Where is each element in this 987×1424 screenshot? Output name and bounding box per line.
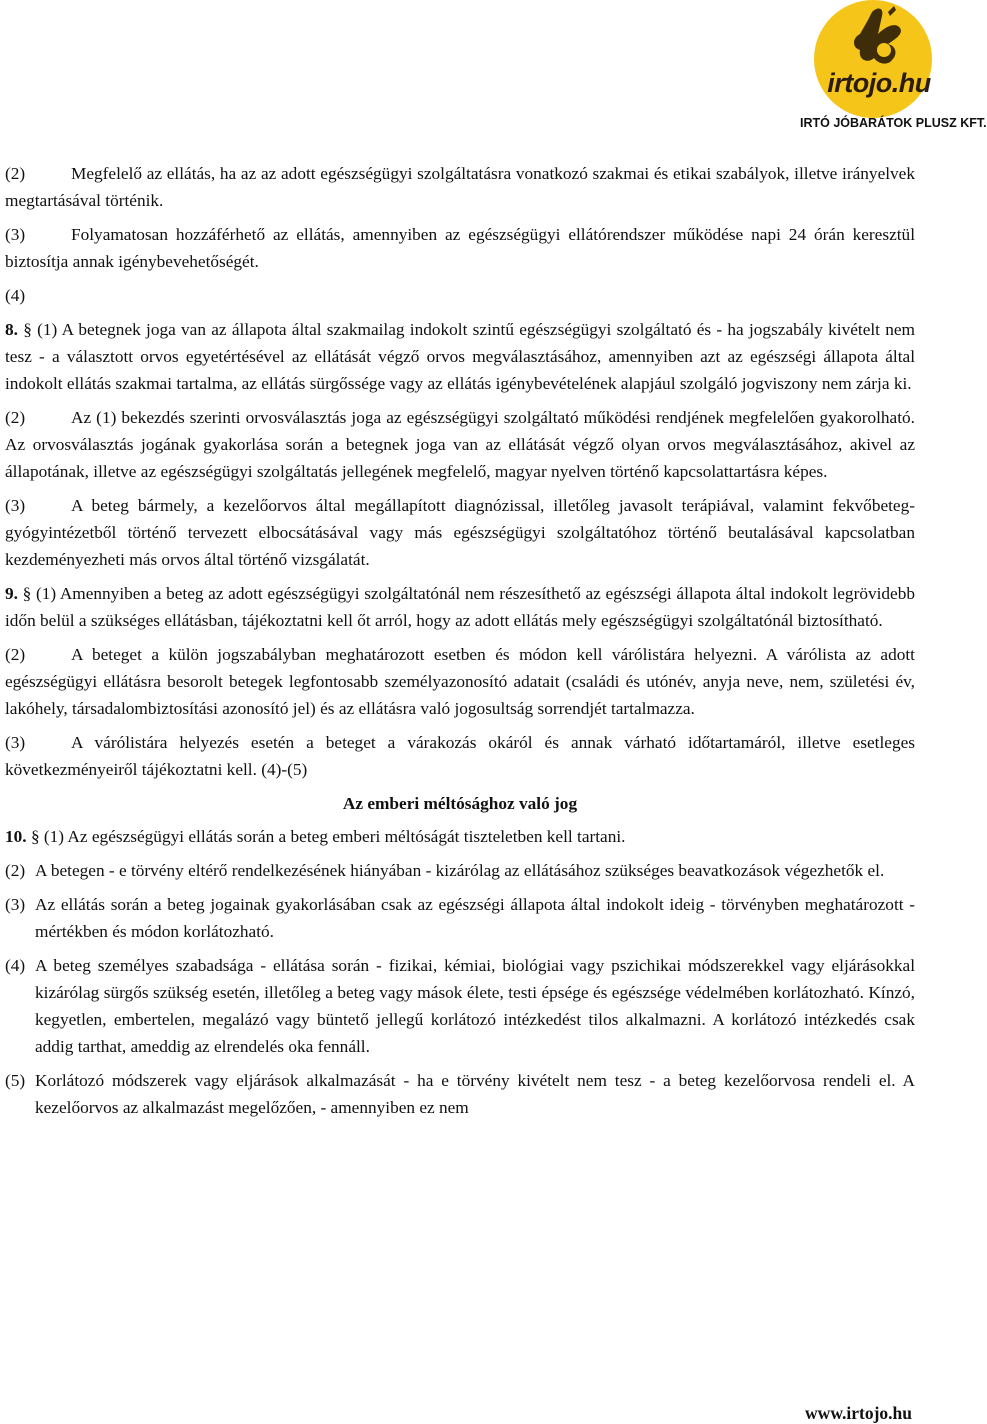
section-8-2 [5,404,915,485]
paragraph-number: (2) [5,645,26,664]
section-10-2 [5,857,915,884]
paragraph-number: (2) [5,861,26,880]
paragraph-text: A beteg bármely, a kezelőorvos által megállapított diagnózissal, illetőleg javasolt terápiával, valamint fekvőbeteg-gyógyintézetből történő tervezett elbocsátásával vagy más egészségügyi szolgáltatóhoz történő beutalásával kapcsolatban kezdeményezheti más orvos által történő vizsgálatát. [5,496,915,569]
footer-url: www.irtojo.hu [805,1403,912,1423]
paragraph-number: (4) [5,286,26,305]
section-9-2 [5,641,915,722]
paragraph-text: A betegen - e törvény eltérő rendelkezésének hiányában - kizárólag az ellátásához szükséges beavatkozások végezhetők el. [35,861,885,880]
section-number: 9. [5,584,18,603]
section-9-1 [5,580,915,634]
logo-company-name: IRTÓ JÓBARÁTOK PLUSZ KFT. [800,116,987,130]
section-number: 10. [5,827,27,846]
section-10-1 [5,823,915,850]
paragraph-text: Az ellátás során a beteg jogainak gyakorlásában csak az egészségi állapota által indokolt ideig - törvényben meghatározott - mértékben és módon korlátozható. [35,895,915,941]
paragraph-text: A várólistára helyezés esetén a beteget a várakozás okáról és annak várható időtartamáról, illetve esetleges következményeiről tájékoztatni kell. (4)-(5) [5,733,915,779]
paragraph-7-4 [5,282,915,309]
paragraph-text: § (1) Az egészségügyi ellátás során a beteg emberi méltóságát tiszteletben kell tartani. [30,827,626,846]
paragraph-number: (2) [5,408,26,427]
paragraph-number: (3) [5,496,26,515]
paragraph-text: § (1) A betegnek joga van az állapota által szakmailag indokolt szintű egészségügyi szolgáltató és - ha jogszabály kivételt nem tesz - a választott orvos egyetértésével az ellátását végző orvos megválasztásához, amennyiben azt az egészségi állapota által indokolt ellátás szakmai tartalma, az ellátás sürgőssége vagy az ellátás igénybevételének alapjául szolgáló jogviszony nem zárja ki. [5,320,915,393]
paragraph-text: Megfelelő az ellátás, ha az az adott egészségügyi szolgáltatásra vonatkozó szakmai és etikai szabályok, illetve irányelvek megtartásával történik. [5,164,915,210]
paragraph-number: (3) [5,895,26,914]
section-10-4 [5,952,915,1060]
paragraph-text: Az (1) bekezdés szerinti orvosválasztás joga az egészségügyi szolgáltató működési rendjének megfelelően gyakorolható. Az orvosválasztás jogának gyakorlása során a betegnek joga van az ellátását végző olyan orvos megválasztásához, akivel az állapotának, illetve az egészségügyi szolgáltatás jellegének megfelelő, magyar nyelven történő kapcsolattartásra képes. [5,408,915,481]
paragraph-number: (4) [5,956,26,975]
section-10-3 [5,891,915,945]
section-number: 8. [5,320,18,339]
document-body [5,160,915,1128]
section-8-1 [5,316,915,397]
paragraph-7-2 [5,160,915,214]
section-10-5 [5,1067,915,1121]
paragraph-text: Korlátozó módszerek vagy eljárások alkalmazását - ha e törvény kivételt nem tesz - a beteg kezelőorvosa rendeli el. A kezelőorvos az alkalmazást megelőzően, - amennyiben ez nem [35,1071,915,1117]
logo-brand-text: irtojo.hu [827,68,931,98]
paragraph-number: (5) [5,1071,26,1090]
paragraph-text: A beteg személyes szabadsága - ellátása során - fizikai, kémiai, biológiai vagy pszichikai módszerekkel vagy eljárásokkal kizárólag sürgős szükség esetén, illetőleg a beteg vagy mások élete, testi épsége és egészsége védelmében korlátozható. Kínzó, kegyetlen, embertelen, megalázó vagy büntető jellegű korlátozó intézkedést tilos alkalmazni. A korlátozó intézkedés csak addig tarthat, ameddig az elrendelés oka fennáll. [35,956,915,1056]
paragraph-text: Folyamatosan hozzáférhető az ellátás, amennyiben az egészségügyi ellátórendszer működése napi 24 órán keresztül biztosítja annak igénybevehetőségét. [5,225,915,271]
section-8-3 [5,492,915,573]
paragraph-text: § (1) Amennyiben a beteg az adott egészségügyi szolgáltatónál nem részesíthető az egészségi állapota által indokolt legrövidebb időn belül a szükséges ellátásban, tájékoztatni kell őt arról, hogy az adott ellátás mely egészségügyi szolgáltatónál biztosítható. [5,584,915,630]
logo [800,0,987,135]
paragraph-number: (2) [5,164,26,183]
paragraph-text: A beteget a külön jogszabályban meghatározott esetben és módon kell várólistára helyezni. A várólista az adott egészségügyi ellátásra besorolt betegek legfontosabb személyazonosító adatait (családi és utónév, anyja neve, nem, születési év, lakóhely, társadalombiztosítási azonosító jel) és az ellátásra való jogosultság sorrendjét tartalmazza. [5,645,915,718]
section-heading: Az emberi méltósághoz való jog [342,794,578,813]
paragraph-number: (3) [5,225,26,244]
paragraph-number: (3) [5,733,26,752]
paragraph-7-3 [5,221,915,275]
section-9-3 [5,729,915,783]
